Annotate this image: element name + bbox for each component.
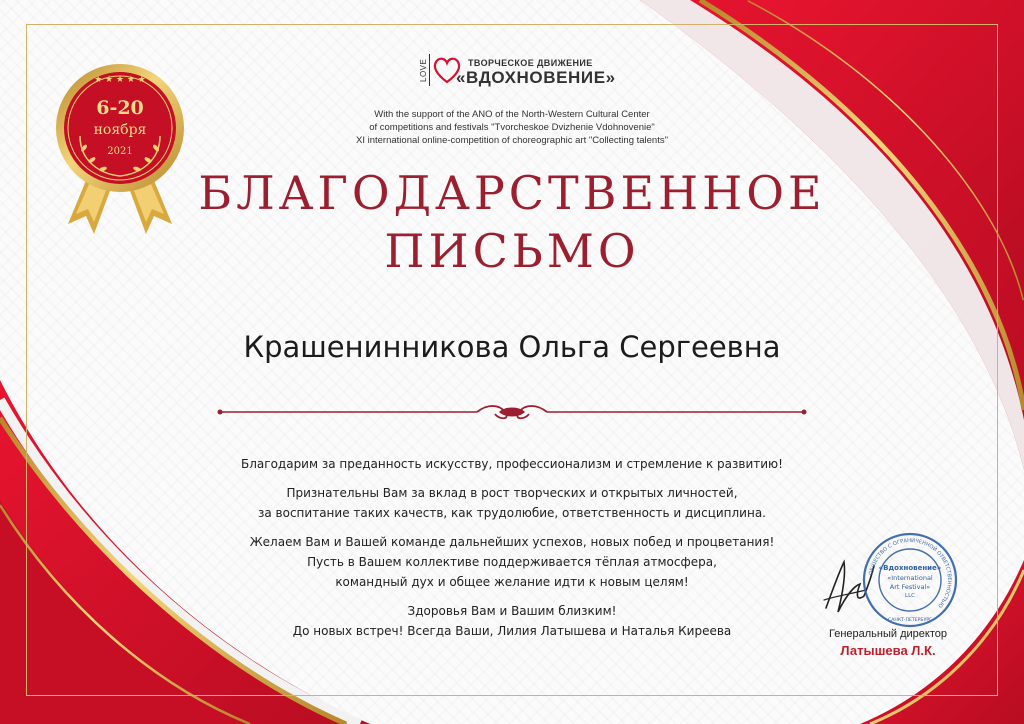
- title-line-1: БЛАГОДАРСТВЕННОЕ: [198, 166, 826, 220]
- svg-text:★ ★ ★ ★ ★: ★ ★ ★ ★ ★: [94, 75, 146, 85]
- ornamental-divider: [215, 402, 809, 422]
- director-block: [808, 628, 968, 658]
- certificate-title: [162, 164, 862, 280]
- letter-body: [212, 454, 812, 650]
- text-line: за воспитание таких качеств, как трудолюбие, ответственность и дисциплина.: [258, 506, 766, 520]
- support-line: XI international online-competition of choreographic art "Collecting talents": [356, 135, 668, 146]
- stamp-line: «Вдохновение»: [878, 564, 942, 572]
- director-name: Латышева Л.К.: [840, 643, 936, 658]
- stamp-ring-text: ОБЩЕСТВО С ОГРАНИЧЕННОЙ ОТВЕТСТВЕННОСТЬЮ: [868, 537, 953, 609]
- text-line: Желаем Вам и Вашей команде дальнейших успехов, новых побед и процветания!: [249, 535, 775, 549]
- text-line: Признательны Вам за вклад в рост творческих и открытых личностей,: [286, 486, 738, 500]
- text-line: До новых встреч! Всегда Ваши, Лилия Латышева и Наталья Киреева: [292, 624, 732, 638]
- paragraph: [212, 483, 812, 523]
- paragraph: [212, 532, 812, 592]
- company-stamp: [862, 532, 958, 628]
- support-text: [262, 108, 762, 147]
- text-line: командный дух и общее желание идти к новым целям!: [335, 575, 689, 589]
- seal-year: 2021: [107, 146, 133, 157]
- stamp-bottom-text: САНКТ-ПЕТЕРБУРГ: [888, 618, 932, 623]
- stamp-line: Art Festival»: [889, 583, 931, 591]
- paragraph: [212, 601, 812, 641]
- text-line: Благодарим за преданность искусству, профессионализм и стремление к развитию!: [241, 457, 783, 471]
- support-line: of competitions and festivals "Tvorcheskoe Dvizhenie Vdohnovenie": [369, 122, 655, 133]
- organization-logo: [418, 52, 618, 92]
- stamp-line: LLC: [905, 593, 915, 599]
- director-title: Генеральный директор: [829, 628, 947, 640]
- logo-line-1: ТВОРЧЕСКОЕ ДВИЖЕНИЕ: [468, 58, 593, 68]
- support-line: With the support of the ANO of the North-Western Cultural Center: [374, 109, 650, 120]
- paragraph: [212, 454, 812, 474]
- title-line-2: ПИСЬМО: [384, 224, 640, 278]
- logo-line-2: «ВДОХНОВЕНИЕ»: [456, 68, 616, 87]
- seal-month: ноября: [93, 122, 147, 138]
- text-line: Здоровья Вам и Вашим близким!: [407, 604, 617, 618]
- text-line: Пусть в Вашем коллективе поддерживается тёплая атмосфера,: [307, 555, 717, 569]
- recipient-name: Крашенинникова Ольга Сергеевна: [243, 330, 781, 364]
- logo-side-text: LOVE: [418, 54, 430, 86]
- stamp-line: «International: [887, 574, 933, 582]
- seal-dates: 6-20: [96, 97, 144, 119]
